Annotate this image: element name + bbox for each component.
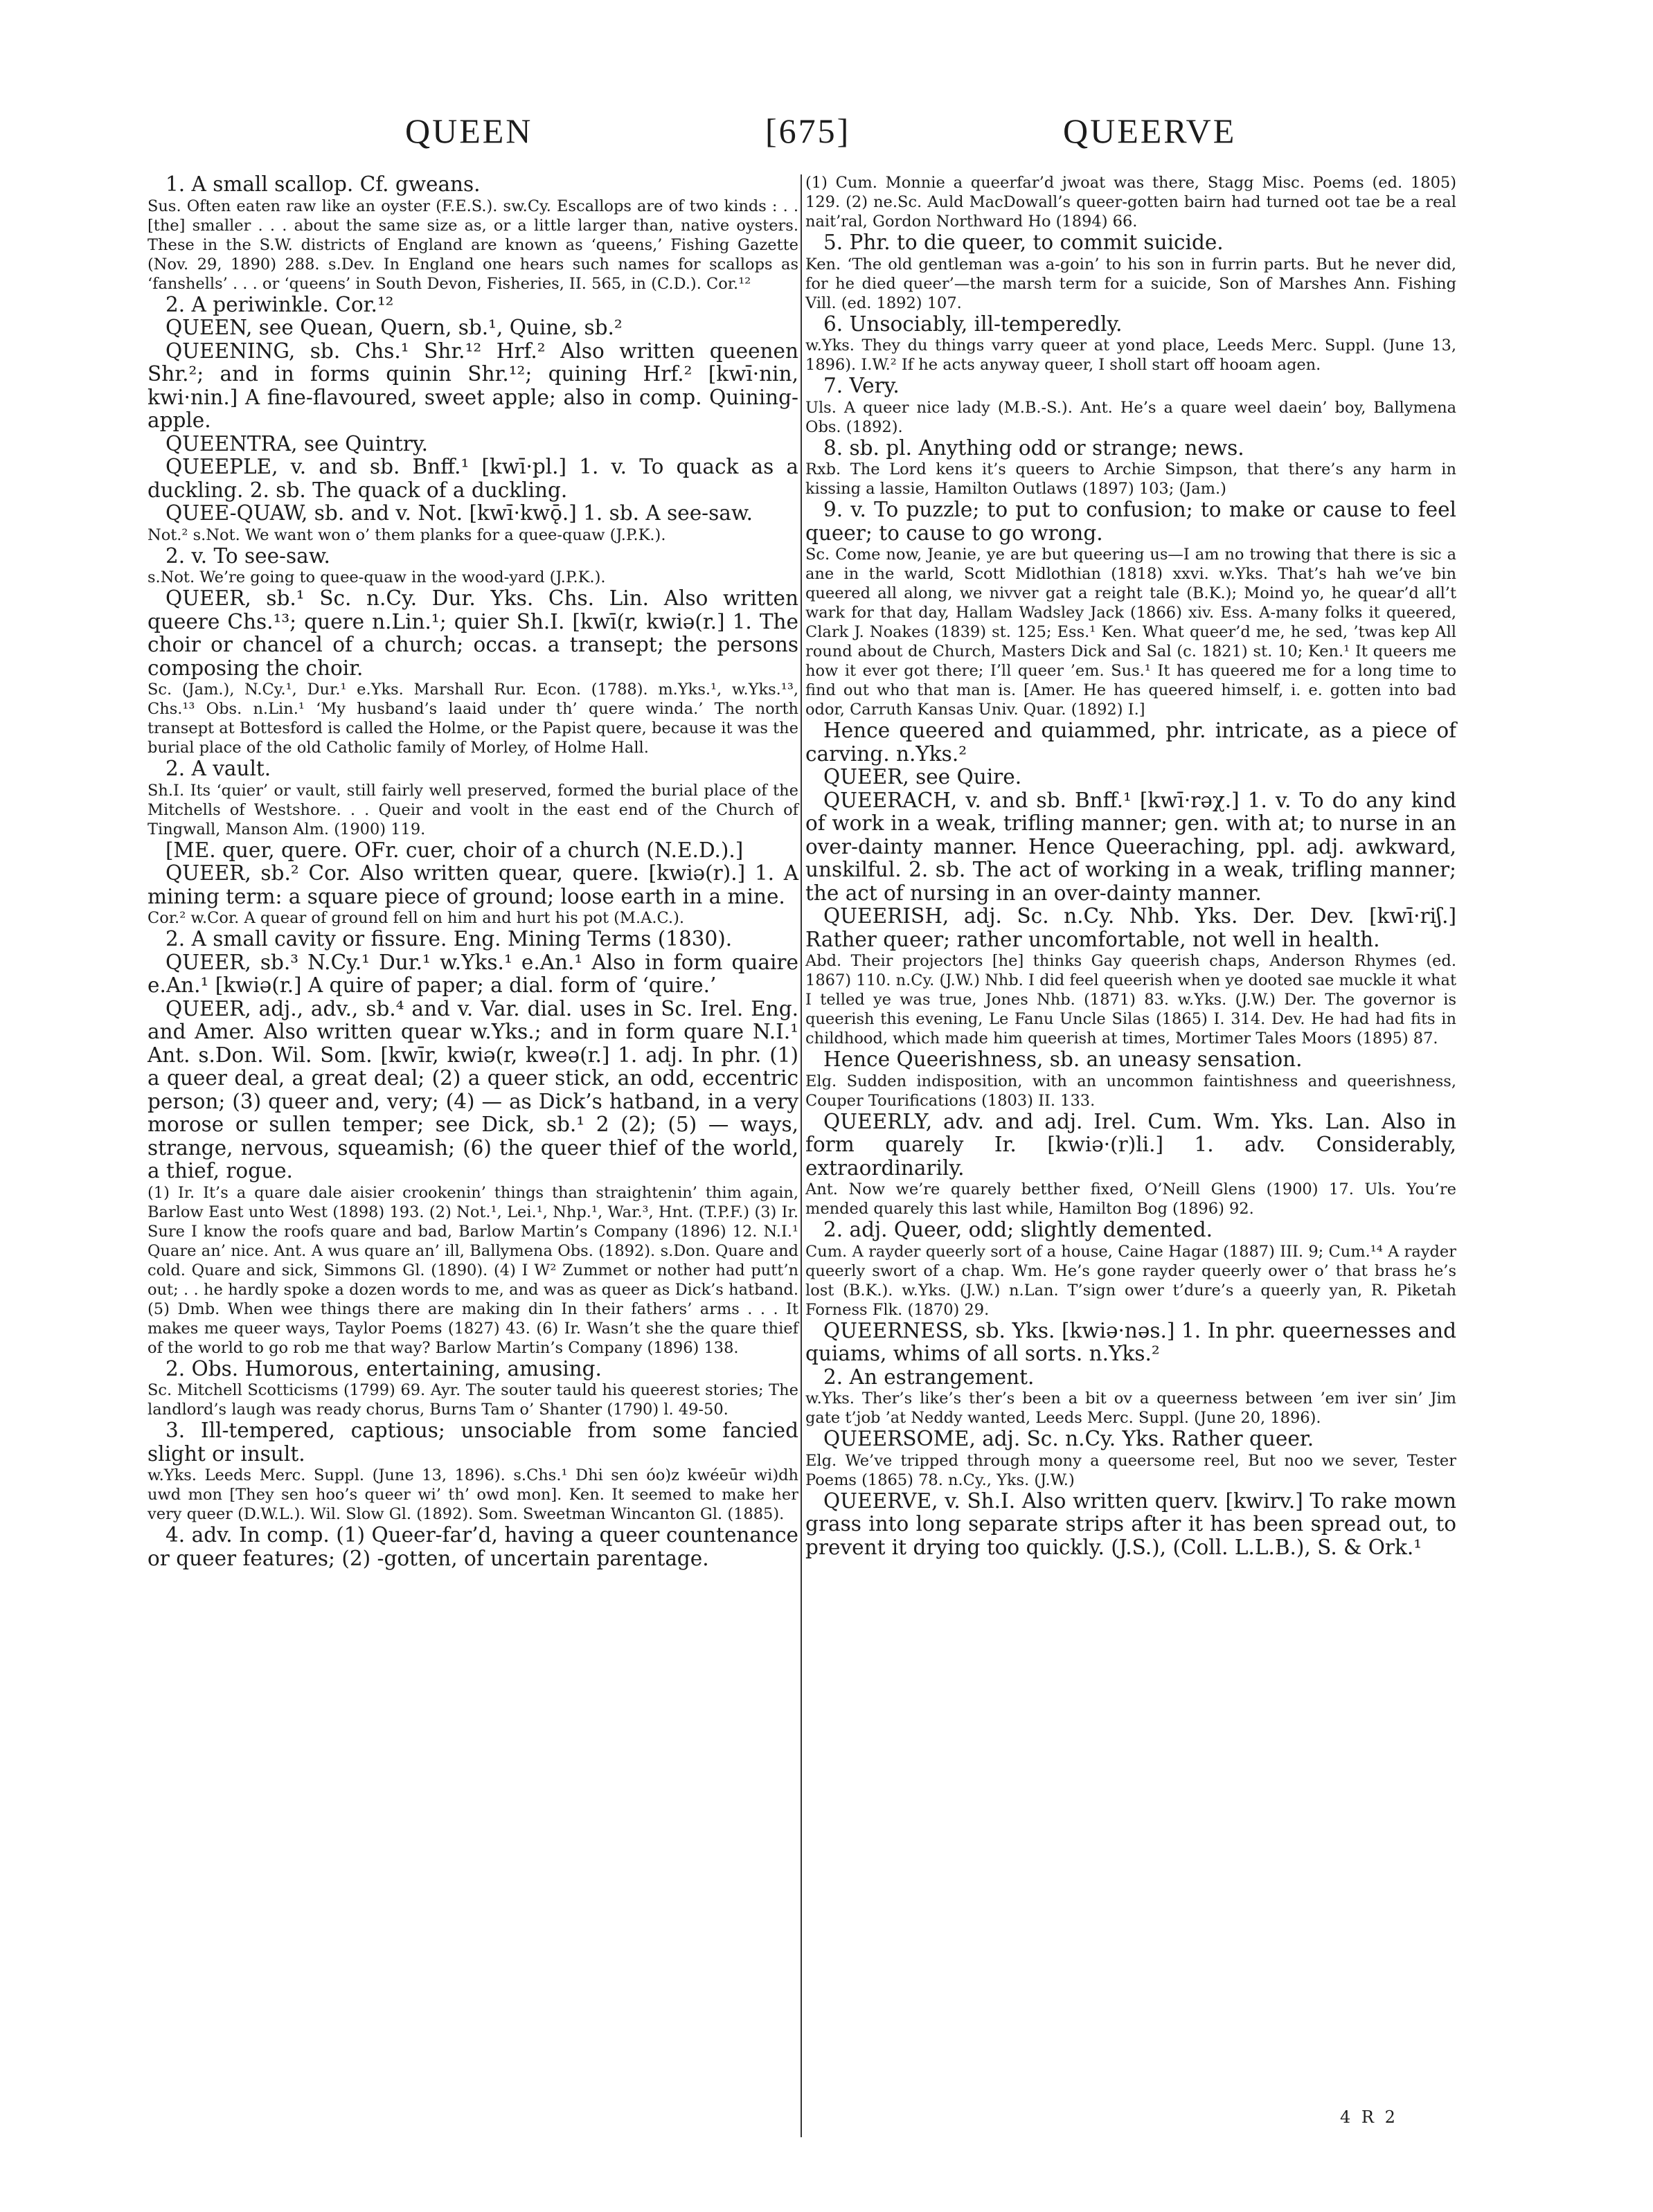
entry-paragraph: 2. adj. Queer, odd; slightly demented. [823,1218,1213,1241]
entry-paragraph: 7. Very. [823,374,900,397]
entry-paragraph: QUEEPLE, v. and sb. Bnff.¹ [kwī·pl.] 1. v. To quack as a duckling. 2. sb. The quack of a duckling. [148,455,798,502]
entry-paragraph: QUEER, adj., adv., sb.⁴ and v. Var. dial. uses in Sc. Irel. Eng. and Amer. Also written quear w.Yks.; and in form quare N.I.¹ Ant. s.Don. Wil. Som. [kwīr, kwiə(r, kweə(r.] 1. adj. In phr. (1) a queer deal, a great deal; (2) a queer stick, an odd, eccentric person; (3) queer and, very; (4) — as Dick’s hatband, in a very morose or sullen temper; see Dick, sb.¹ 2 (2); (5) — ways, strange, nervous, squeamish; (6) the queer thief of the world, a thief, rogue. [148,996,798,1183]
citation-paragraph: Abd. Their projectors [he] thinks Gay queerish chaps, Anderson Rhymes (ed. 1867) 110. n.Cy. (J.W.) Nhb. I did feel queerish when ye dooted sae muckle it what I telled ye was true, Jones Nhb. (1871) 83. w.Yks. (J.W.) Der. The governor is queerish this evening, Le Fanu Uncle Silas (1865) I. 314. Dev. He had had fits in childhood, which made him queerish at times, Mortimer Tales Moors (1895) 87. [805,952,1456,1047]
entry-paragraph: 2. Obs. Humorous, entertaining, amusing. [166,1356,602,1381]
citation-paragraph: Ken. ‘The old gentleman was a-goin’ to his son in furrin parts. But he never did, for he died queer’—the marsh term for a suicide, Son of Marshes Ann. Fishing Vill. (ed. 1892) 107. [805,255,1456,312]
column-divider [801,174,802,2137]
entry-paragraph: QUEERVE, v. Sh.I. Also written querv. [kwirv.] To rake mown grass into long separate strips after it has been spread out, to prevent it drying too quickly. (J.S.), (Coll. L.L.B.), S. & Ork.¹ [805,1489,1456,1559]
citation-paragraph: w.Yks. Ther’s like’s ther’s been a bit ov a queerness between ’em iver sin’ Jim gate t’job ’at Neddy wanted, Leeds Merc. Suppl. (June 20, 1896). [805,1390,1456,1427]
citation-paragraph: (1) Ir. It’s a quare dale aisier crookenin’ things than straightenin’ thim again, Barlow East unto West (1898) 193. (2) Not.¹, Lei.¹, Nhp.¹, War.³, Hnt. (T.P.F.) (3) Ir. Sure I know the roofs quare and bad, Barlow Martin’s Company (1896) 12. N.I.¹ Quare an’ nice. Ant. A wus quare an’ ill, Ballymena Obs. (1892). s.Don. Quare and cold. Quare and sick, Simmons Gl. (1890). (4) I W² Zummet or nother had putt’n out; . . he hardly spoke a dozen words to me, and was as queer as Dick’s hatband. (5) Dmb. When wee things there are making din In their fathers’ arms . . . It makes me queer ways, Taylor Poems (1827) 43. (6) Ir. Wasn’t she the quare thief of the world to go rob me that way? Barlow Martin’s Company (1896) 138. [148,1183,798,1357]
citation-paragraph: Rxb. The Lord kens it’s queers to Archie Simpson, that there’s any harm in kissing a lassie, Hamilton Outlaws (1897) 103; (Jam.) [805,460,1456,498]
entry-paragraph: 9. v. To puzzle; to put to confusion; to make or cause to feel queer; to cause to go wrong. [805,498,1456,545]
entry-paragraph: 2. A periwinkle. Cor.¹² [166,292,394,316]
page-header [0,111,1653,159]
signature-mark: 4 R 2 [1340,2107,1398,2127]
entry-paragraph: QUEENTRA, see Quintry. [166,431,429,456]
citation-paragraph: Elg. Sudden indisposition, with an uncommon faintishness and queerishness, Couper Tourifications (1803) II. 133. [805,1072,1456,1110]
citation-paragraph: Sc. (Jam.), N.Cy.¹, Dur.¹ e.Yks. Marshall Rur. Econ. (1788). m.Yks.¹, w.Yks.¹³, Chs.¹³ Obs. n.Lin.¹ ‘My husband’s laaid under th’ quere winda.’ The north transept at Bottesford is called the Holme, or the Papist quere, because it was the burial place of the old Catholic family of Morley, of Holme Hall. [148,681,798,757]
citation-paragraph: Sc. Come now, Jeanie, ye are but queering us—I am no trowing that there is sic a ane in the warld, Scott Midlothian (1818) xxvi. w.Yks. That’s hah we’ve bin queered all along, we nivver gat a reight tale (B.K.); Moind yo, he quear’d all’t wark for that day, Hallam Wadsley Jack (1866) xiv. Ess. A-many folks it queered, Clark J. Noakes (1839) st. 125; Ess.¹ Ken. What queer’d me, he sed, ’twas kep All round about de Church, Masters Dick and Sal (c. 1821) st. 10; Ken.¹ It queers me how it ever got there; I’ll queer ’em. Sus.¹ It has queered me for a long time to find out who that man is. [Amer. He has queered himself, i. e. gotten into bad odor, Carruth Kansas Univ. Quar. (1892) I.] [805,546,1456,719]
header-first-headword: QUEEN [405,111,533,150]
entry-paragraph: QUEER, sb.² Cor. Also written quear, quere. [kwiə(r).] 1. A mining term: a square piece of ground; loose earth in a mine. [148,861,798,908]
citation-paragraph: w.Yks. Leeds Merc. Suppl. (June 13, 1896). s.Chs.¹ Dhi sen óo)z kwéeūr wi)dh uwd mon [They sen hoo’s queer wi’ th’ owd mon]. Ken. It seemed to make her very queer (D.W.L.). Wil. Slow Gl. (1892). Som. Sweetman Wincanton Gl. (1885). [148,1466,798,1523]
citation-paragraph: Elg. We’ve tripped through mony a queersome reel, But noo we sever, Tester Poems (1865) 78. n.Cy., Yks. (J.W.) [805,1451,1456,1489]
entry-paragraph: QUEER, sb.³ N.Cy.¹ Dur.¹ w.Yks.¹ e.An.¹ Also in form quaire e.An.¹ [kwiə(r.] A quire of paper; a dial. form of ‘quire.’ [148,950,798,997]
entry-paragraph: 2. v. To see-saw. [166,543,330,568]
entry-paragraph: QUEERSOME, adj. Sc. n.Cy. Yks. Rather queer. [823,1427,1314,1450]
entry-paragraph: QUEERISH, adj. Sc. n.Cy. Nhb. Yks. Der. Dev. [kwī·riʃ.] Rather queer; rather uncomfortable, not well in health. [805,904,1456,951]
citation-paragraph: Cum. A rayder queerly sort of a house, Caine Hagar (1887) III. 9; Cum.¹⁴ A rayder queerly swort of a chap. Wm. He’s gone rayder queerly ower o’ that brass he’s lost (B.K.). w.Yks. (J.W.) n.Lan. T’sign ower t’dure’s a queerly yan, R. Piketah Forness Flk. (1870) 29. [805,1242,1456,1319]
entry-paragraph: Hence queered and quiammed, phr. intricate, as a piece of carving. n.Yks.² [805,719,1456,766]
entry-paragraph: QUEEN, see Quean, Quern, sb.¹, Quine, sb.² [166,316,623,339]
right-column [805,173,1456,1559]
entry-paragraph: 4. adv. In comp. (1) Queer-far’d, having a queer countenance or queer features; (2) -gotten, of uncertain parentage. [148,1523,798,1570]
entry-paragraph: 2. A vault. [166,757,271,780]
entry-paragraph: QUEE-QUAW, sb. and v. Not. [kwī·kwǭ.] 1. sb. A see-saw. [166,501,753,525]
citation-paragraph: Sc. Mitchell Scotticisms (1799) 69. Ayr. The souter tauld his queerest stories; The landlord’s laugh was ready chorus, Burns Tam o’ Shanter (1790) l. 49-50. [148,1381,798,1419]
citation-paragraph: Sh.I. Its ‘quier’ or vault, still fairly well preserved, formed the burial place of the Mitchells of Westshore. . . Queir and voolt in the east end of the Church of Tingwall, Manson Alm. (1900) 119. [148,781,798,838]
entry-paragraph: 5. Phr. to die queer, to commit suicide. [823,231,1224,254]
citation-paragraph: s.Not. We’re going to quee-quaw in the wood-yard (J.P.K.). [148,568,606,586]
entry-paragraph: QUEERNESS, sb. Yks. [kwiə·nəs.] 1. In phr. queernesses and quiams, whims of all sorts. n.Yks.² [805,1318,1456,1365]
citation-paragraph: w.Yks. They du things varry queer at yond place, Leeds Merc. Suppl. (June 13, 1896). I.W.² If he acts anyway queer, I sholl start off hooam agen. [805,336,1456,374]
citation-paragraph: Not.² s.Not. We want won o’ them planks for a quee-quaw (J.P.K.). [148,525,666,544]
entry-paragraph: 8. sb. pl. Anything odd or strange; news. [823,435,1244,460]
left-column [148,173,798,1570]
page-number: [675] [765,111,851,150]
entry-paragraph: QUEERLY, adv. and adj. Irel. Cum. Wm. Yks. Lan. Also in form quarely Ir. [kwiə·(r)li.] 1. adv. Considerably, extraordinarily. [805,1109,1456,1180]
citation-paragraph: Ant. Now we’re quarely betther fixed, O’Neill Glens (1900) 17. Uls. You’re mended quarely this last while, Hamilton Bog (1896) 92. [805,1180,1456,1218]
entry-paragraph: [ME. quer, quere. OFr. cuer, choir of a church (N.E.D.).] [166,838,744,862]
entry-paragraph: QUEER, sb.¹ Sc. n.Cy. Dur. Yks. Chs. Lin. Also written queere Chs.¹³; quere n.Lin.¹; quier Sh.I. [kwī(r, kwiə(r.] 1. The choir or chancel of a church; occas. a transept; the persons composing the choir. [148,586,798,680]
entry-paragraph: 3. Ill-tempered, captious; unsociable from some fancied slight or insult. [148,1419,798,1466]
entry-paragraph: 2. A small cavity or fissure. Eng. Mining Terms (1830). [166,927,733,951]
citation-paragraph: (1) Cum. Monnie a queerfar’d jwoat was there, Stagg Misc. Poems (ed. 1805) 129. (2) ne.Sc. Auld MacDowall’s queer-gotten bairn had turned oot tae be a real nait’ral, Gordon Northward Ho (1894) 66. [805,174,1456,231]
entry-paragraph: Hence Queerishness, sb. an uneasy sensation. [823,1047,1303,1071]
entry-paragraph: 6. Unsociably, ill-temperedly. [823,312,1123,336]
entry-paragraph: QUEERACH, v. and sb. Bnff.¹ [kwī·rəχ.] 1. v. To do any kind of work in a weak, trifling manner; gen. with at; to nurse in an over-dainty manner. Hence Queeraching, ppl. adj. awkward, unskilful. 2. sb. The act of working in a weak, trifling manner; the act of nursing in an over-dainty manner. [805,788,1456,905]
entry-paragraph: 1. A small scallop. Cf. gweans. [166,172,481,196]
citation-paragraph: Cor.² w.Cor. A quear of ground fell on him and hurt his pot (M.A.C.). [148,909,684,927]
citation-paragraph: Uls. A queer nice lady (M.B.-S.). Ant. He’s a quare weel daein’ boy, Ballymena Obs. (1892). [805,398,1456,436]
citation-paragraph: Sus. Often eaten raw like an oyster (F.E.S.). sw.Cy. Escallops are of two kinds : . . [the] smaller . . . about the same size as, or a little larger than, native oysters. These in the S.W. districts of England are known as ‘queens,’ Fishing Gazette (Nov. 29, 1890) 288. s.Dev. In England one hears such names for scallops as ‘fanshells’ . . . or ‘queens’ in South Devon, Fisheries, II. 565, in (C.D.). Cor.¹² [148,197,798,293]
entry-paragraph: QUEENING, sb. Chs.¹ Shr.¹² Hrf.² Also written queenen Shr.²; and in forms quinin Shr.¹²; quining Hrf.² [kwī·nin, kwi·nin.] A fine-flavoured, sweet apple; also in comp. Quining-apple. [148,339,798,432]
entry-paragraph: 2. An estrangement. [823,1365,1035,1389]
entry-paragraph: QUEER, see Quire. [823,765,1022,789]
header-last-headword: QUEERVE [1063,111,1237,150]
